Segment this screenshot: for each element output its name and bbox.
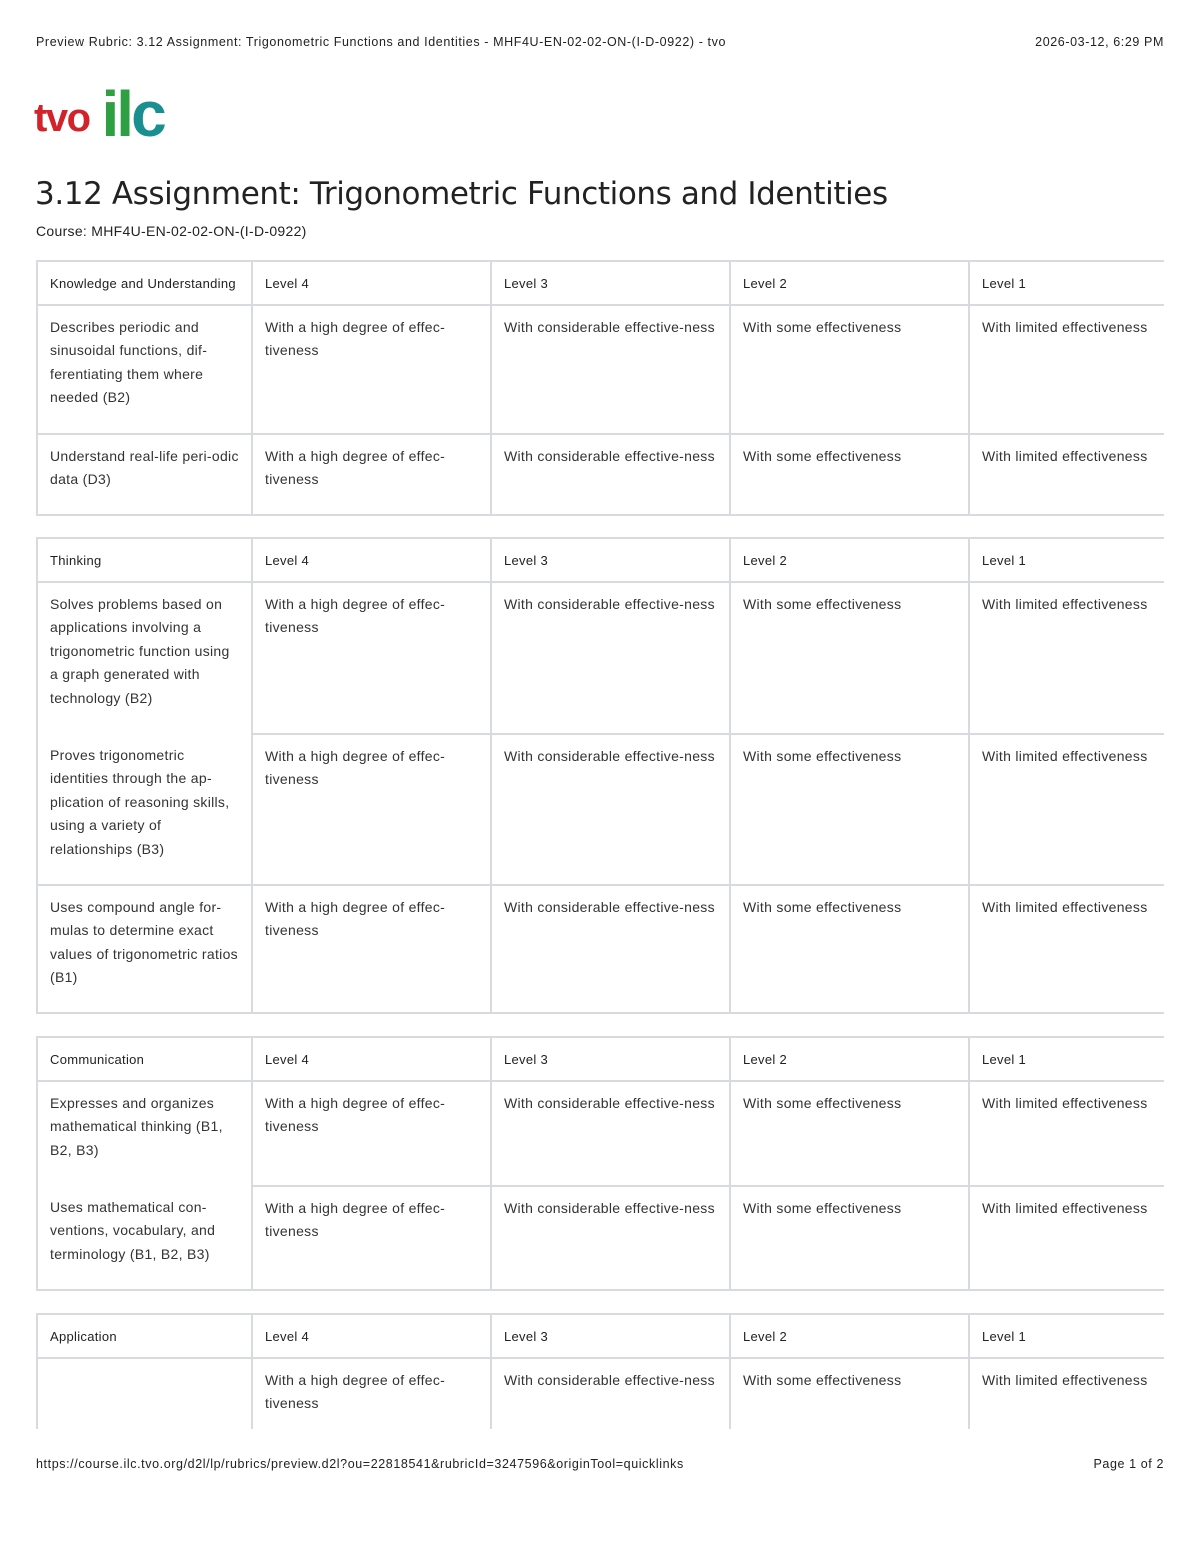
criterion-row (37, 885, 1164, 1013)
level-2-cell: With some effectiveness (730, 734, 969, 885)
level-3-cell: With considerable effective-ness (491, 1186, 730, 1290)
rubric-header-row (37, 1314, 1164, 1358)
level-1-cell: With limited effectiveness (969, 1358, 1164, 1430)
level-4-header: Level 4 (252, 261, 491, 305)
level-2-cell: With some effectiveness (730, 582, 969, 734)
print-footer-page-number: Page 1 of 2 (1093, 1457, 1164, 1471)
course-label: Course: MHF4U-EN-02-02-ON-(I-D-0922) (36, 223, 307, 239)
tvo-ilc-logo (34, 78, 164, 150)
criterion-label: Solves problems based on applications involving a trigonometric function using a graph generated with technology (B2) (37, 582, 252, 734)
level-1-cell: With limited effectiveness (969, 434, 1164, 515)
level-3-cell: With considerable effective-ness (491, 305, 730, 434)
logo-ilc-text: ilc (101, 78, 164, 150)
level-1-cell: With limited effectiveness (969, 1186, 1164, 1290)
level-2-cell: With some effectiveness (730, 885, 969, 1013)
criterion-row (37, 434, 1164, 515)
criterion-label: Describes periodic and sinusoidal functions, dif-ferentiating them where needed (B2) (37, 305, 252, 434)
level-1-header: Level 1 (969, 261, 1164, 305)
criterion-row (37, 734, 1164, 885)
criterion-label: Uses compound angle for-mulas to determine exact values of trigonometric ratios (B1) (37, 885, 252, 1013)
level-3-cell: With considerable effective-ness (491, 1358, 730, 1430)
level-4-header: Level 4 (252, 1314, 491, 1358)
rubric-section-communication (36, 1036, 1164, 1291)
criterion-label: Proves trigonometric identities through the ap-plication of reasoning skills, using a variety of relationships (B3) (37, 734, 252, 885)
level-1-header: Level 1 (969, 1314, 1164, 1358)
level-2-cell: With some effectiveness (730, 1358, 969, 1430)
level-2-cell: With some effectiveness (730, 434, 969, 515)
criterion-label: Expresses and organizes mathematical thinking (B1, B2, B3) (37, 1081, 252, 1186)
level-3-header: Level 3 (491, 261, 730, 305)
rubric-header-row (37, 538, 1164, 582)
criterion-label: Uses mathematical con-ventions, vocabulary, and terminology (B1, B2, B3) (37, 1186, 252, 1290)
level-4-header: Level 4 (252, 1037, 491, 1081)
level-3-cell: With considerable effective-ness (491, 1081, 730, 1186)
level-1-cell: With limited effectiveness (969, 582, 1164, 734)
level-3-cell: With considerable effective-ness (491, 885, 730, 1013)
level-2-cell: With some effectiveness (730, 1186, 969, 1290)
criterion-label (37, 1358, 252, 1430)
rubric-section-thinking (36, 537, 1164, 1014)
level-2-header: Level 2 (730, 1314, 969, 1358)
level-3-cell: With considerable effective-ness (491, 434, 730, 515)
print-header-title: Preview Rubric: 3.12 Assignment: Trigonometric Functions and Identities - MHF4U-EN-02-02-ON-(I-D-0922) - tvo (36, 35, 727, 49)
rubric-header-row (37, 1037, 1164, 1081)
level-1-cell: With limited effectiveness (969, 1081, 1164, 1186)
level-1-cell: With limited effectiveness (969, 305, 1164, 434)
criterion-row (37, 305, 1164, 434)
section-name: Application (37, 1314, 252, 1358)
level-1-cell: With limited effectiveness (969, 734, 1164, 885)
level-3-cell: With considerable effective-ness (491, 734, 730, 885)
level-3-header: Level 3 (491, 1037, 730, 1081)
level-4-cell: With a high degree of effec-tiveness (252, 1358, 491, 1430)
level-2-cell: With some effectiveness (730, 1081, 969, 1186)
section-name: Communication (37, 1037, 252, 1081)
rubric-header-row (37, 261, 1164, 305)
criterion-row (37, 1358, 1164, 1430)
level-4-cell: With a high degree of effec-tiveness (252, 885, 491, 1013)
logo-tvo-text: tvo (34, 96, 90, 140)
level-4-cell: With a high degree of effec-tiveness (252, 734, 491, 885)
level-4-cell: With a high degree of effec-tiveness (252, 305, 491, 434)
level-2-header: Level 2 (730, 261, 969, 305)
section-name: Knowledge and Understanding (37, 261, 252, 305)
level-3-header: Level 3 (491, 538, 730, 582)
level-4-cell: With a high degree of effec-tiveness (252, 582, 491, 734)
level-4-cell: With a high degree of effec-tiveness (252, 434, 491, 515)
criterion-row (37, 1081, 1164, 1186)
level-3-header: Level 3 (491, 1314, 730, 1358)
section-name: Thinking (37, 538, 252, 582)
criterion-row (37, 1186, 1164, 1290)
rubric-section-knowledge (36, 260, 1164, 516)
criterion-row (37, 582, 1164, 734)
level-4-cell: With a high degree of effec-tiveness (252, 1081, 491, 1186)
level-1-header: Level 1 (969, 538, 1164, 582)
level-3-cell: With considerable effective-ness (491, 582, 730, 734)
print-header-date: 2026-03-12, 6:29 PM (1035, 35, 1164, 49)
rubric-section-application (36, 1313, 1164, 1429)
level-2-header: Level 2 (730, 538, 969, 582)
level-4-header: Level 4 (252, 538, 491, 582)
level-2-cell: With some effectiveness (730, 305, 969, 434)
criterion-label: Understand real-life peri-odic data (D3) (37, 434, 252, 515)
page-title: 3.12 Assignment: Trigonometric Functions and Identities (35, 176, 888, 212)
level-1-cell: With limited effectiveness (969, 885, 1164, 1013)
print-footer-url: https://course.ilc.tvo.org/d2l/lp/rubrics/preview.d2l?ou=22818541&rubricId=3247596&originTool=quicklinks (36, 1457, 684, 1471)
level-1-header: Level 1 (969, 1037, 1164, 1081)
level-4-cell: With a high degree of effec-tiveness (252, 1186, 491, 1290)
level-2-header: Level 2 (730, 1037, 969, 1081)
